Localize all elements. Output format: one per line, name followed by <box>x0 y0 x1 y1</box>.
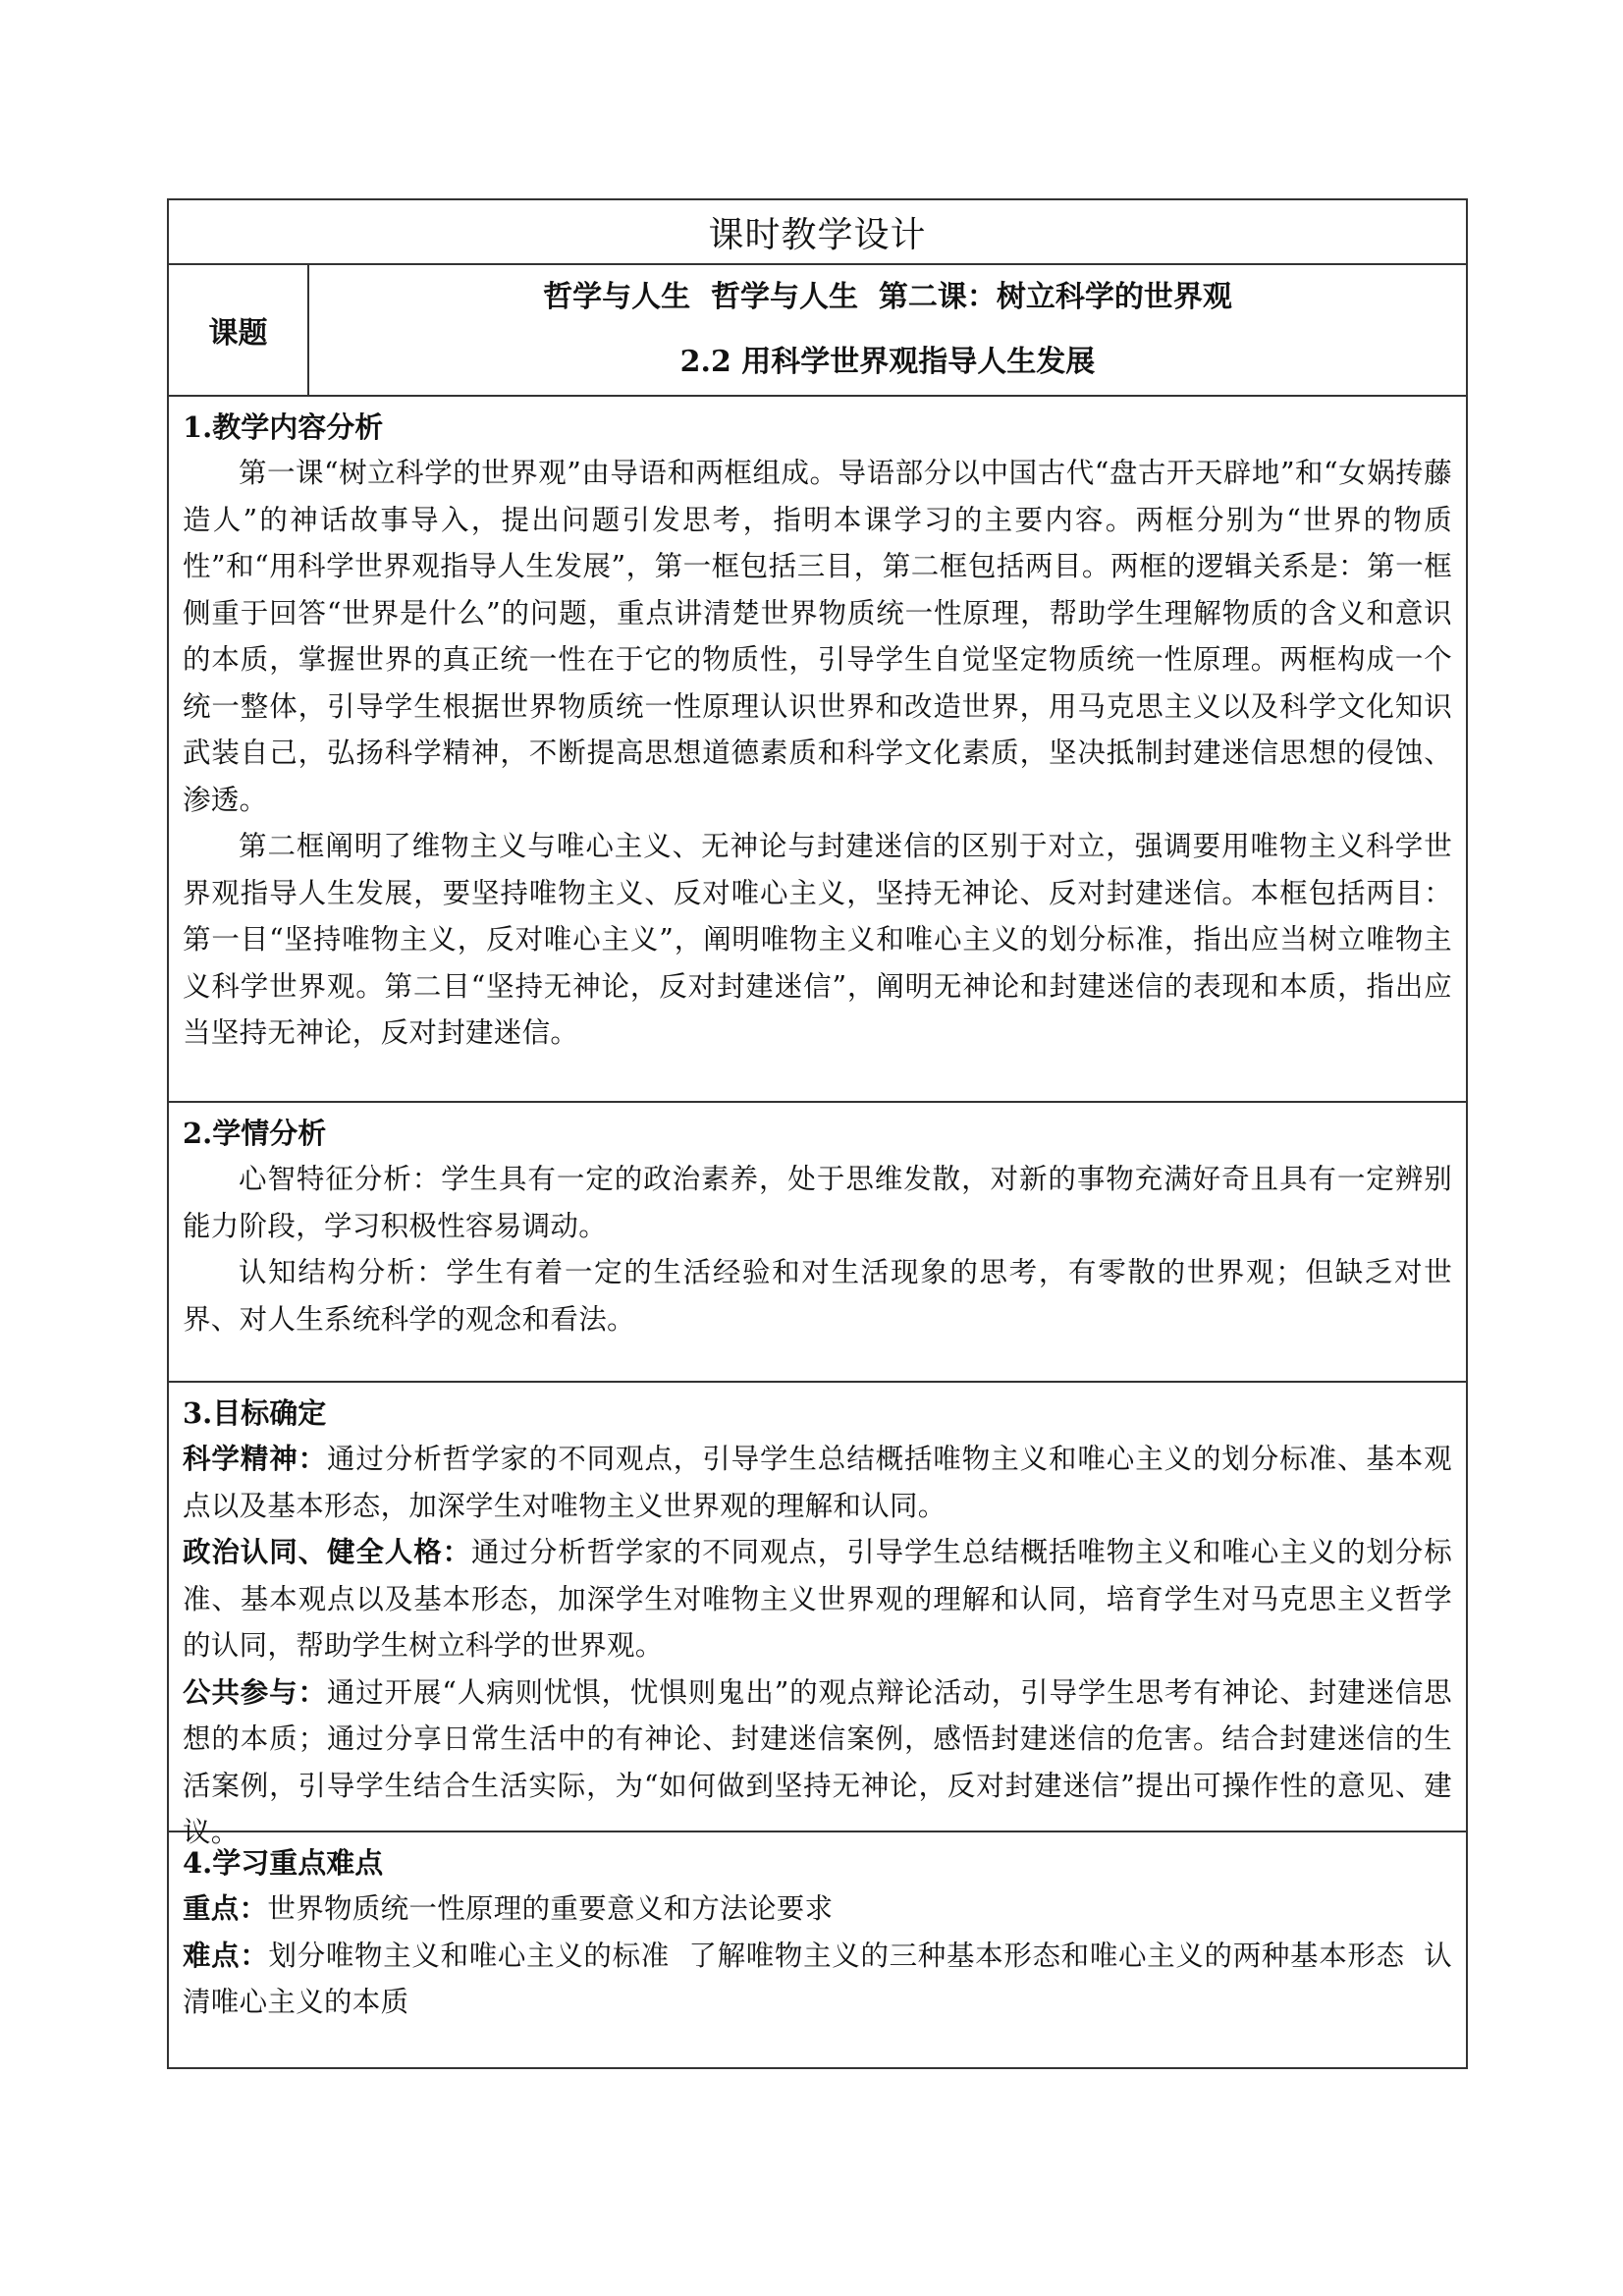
objective-label: 政治认同、健全人格： <box>183 1535 471 1568</box>
document-title: 课时教学设计 <box>169 200 1466 265</box>
objectives-heading: 3.目标确定 <box>183 1396 327 1430</box>
objective-text: 通过分析哲学家的不同观点，引导学生总结概括唯物主义和唯心主义的划分标准、基本观点以及基本形态，加深学生对唯物主义世界观的理解和认同，培育学生对马克思主义哲学的认同，帮助学生树立科学的世界观。 <box>183 1536 1452 1662</box>
difficulty-item <box>183 1933 1452 2026</box>
objective-item <box>183 1669 1452 1856</box>
difficulty-text: 划分唯物主义和唯心主义的标准 了解唯物主义的三种基本形态和唯心主义的两种基本形态 认清唯心主义的本质 <box>183 1939 1452 2018</box>
content-analysis-section <box>169 397 1466 1103</box>
objective-text: 通过分析哲学家的不同观点，引导学生总结概括唯物主义和唯心主义的划分标准、基本观点以及基本形态，加深学生对唯物主义世界观的理解和认同。 <box>183 1443 1452 1522</box>
key-points-heading: 4.学习重点难点 <box>183 1846 384 1880</box>
topic-line-1: 哲学与人生 哲学与人生 第二课：树立科学的世界观 <box>543 280 1232 314</box>
lesson-design-table <box>167 198 1468 2069</box>
objectives-section <box>169 1383 1466 1848</box>
key-points-section <box>169 1832 1466 2067</box>
topic-value <box>309 265 1466 395</box>
content-analysis-paragraph: 第二框阐明了维物主义与唯心主义、无神论与封建迷信的区别于对立，强调要用唯物主义科学世界观指导人生发展，要坚持唯物主义、反对唯心主义，坚持无神论、反对封建迷信。本框包括两目：第一目“坚持唯物主义，反对唯心主义”，阐明唯物主义和唯心主义的划分标准，指出应当树立唯物主义科学世界观。第二目“坚持无神论，反对封建迷信”，阐明无神论和封建迷信的表现和本质，指出应当坚持无神论，反对封建迷信。 <box>183 830 1452 1049</box>
key-point-label: 重点： <box>183 1891 268 1925</box>
objective-label: 科学精神： <box>183 1442 327 1475</box>
topic-label: 课题 <box>169 265 309 395</box>
objective-item <box>183 1436 1452 1529</box>
content-analysis-paragraph: 第一课“树立科学的世界观”由导语和两框组成。导语部分以中国古代“盘古开天辟地”和“女娲抟藤造人”的神话故事导入，提出问题引发思考，指明本课学习的主要内容。两框分别为“世界的物质性”和“用科学世界观指导人生发展”，第一框包括三目，第二框包括两目。两框的逻辑关系是：第一框侧重于回答“世界是什么”的问题，重点讲清楚世界物质统一性原理，帮助学生理解物质的含义和意识的本质，掌握世界的真正统一性在于它的物质性，引导学生自觉坚定物质统一性原理。两框构成一个统一整体，引导学生根据世界物质统一性原理认识世界和改造世界，用马克思主义以及科学文化知识武装自己，弘扬科学精神，不断提高思想道德素质和科学文化素质，坚决抵制封建迷信思想的侵蚀、渗透。 <box>183 457 1452 816</box>
topic-line-2: 2.2 用科学世界观指导人生发展 <box>679 345 1096 379</box>
difficulty-label: 难点： <box>183 1938 269 1972</box>
student-analysis-heading: 2.学情分析 <box>183 1117 327 1150</box>
objective-label: 公共参与： <box>183 1674 327 1709</box>
content-analysis-heading: 1.教学内容分析 <box>183 410 384 444</box>
student-analysis-paragraph: 认知结构分析：学生有着一定的生活经验和对生活现象的思考，有零散的世界观；但缺乏对世界、对人生系统科学的观念和看法。 <box>183 1256 1452 1336</box>
objective-item <box>183 1529 1452 1669</box>
key-point-text: 世界物质统一性原理的重要意义和方法论要求 <box>267 1892 834 1925</box>
key-point-item <box>183 1886 1452 1933</box>
topic-row <box>169 265 1466 397</box>
objective-text: 通过开展“人病则忧惧，忧惧则鬼出”的观点辩论活动，引导学生思考有神论、封建迷信思想的本质；通过分享日常生活中的有神论、封建迷信案例，感悟封建迷信的危害。结合封建迷信的生活案例，引导学生结合生活实际，为“如何做到坚持无神论，反对封建迷信”提出可操作性的意见、建议。 <box>183 1675 1452 1848</box>
student-analysis-section <box>169 1103 1466 1383</box>
student-analysis-paragraph: 心智特征分析：学生具有一定的政治素养，处于思维发散，对新的事物充满好奇且具有一定辨别能力阶段，学习积极性容易调动。 <box>183 1163 1452 1242</box>
